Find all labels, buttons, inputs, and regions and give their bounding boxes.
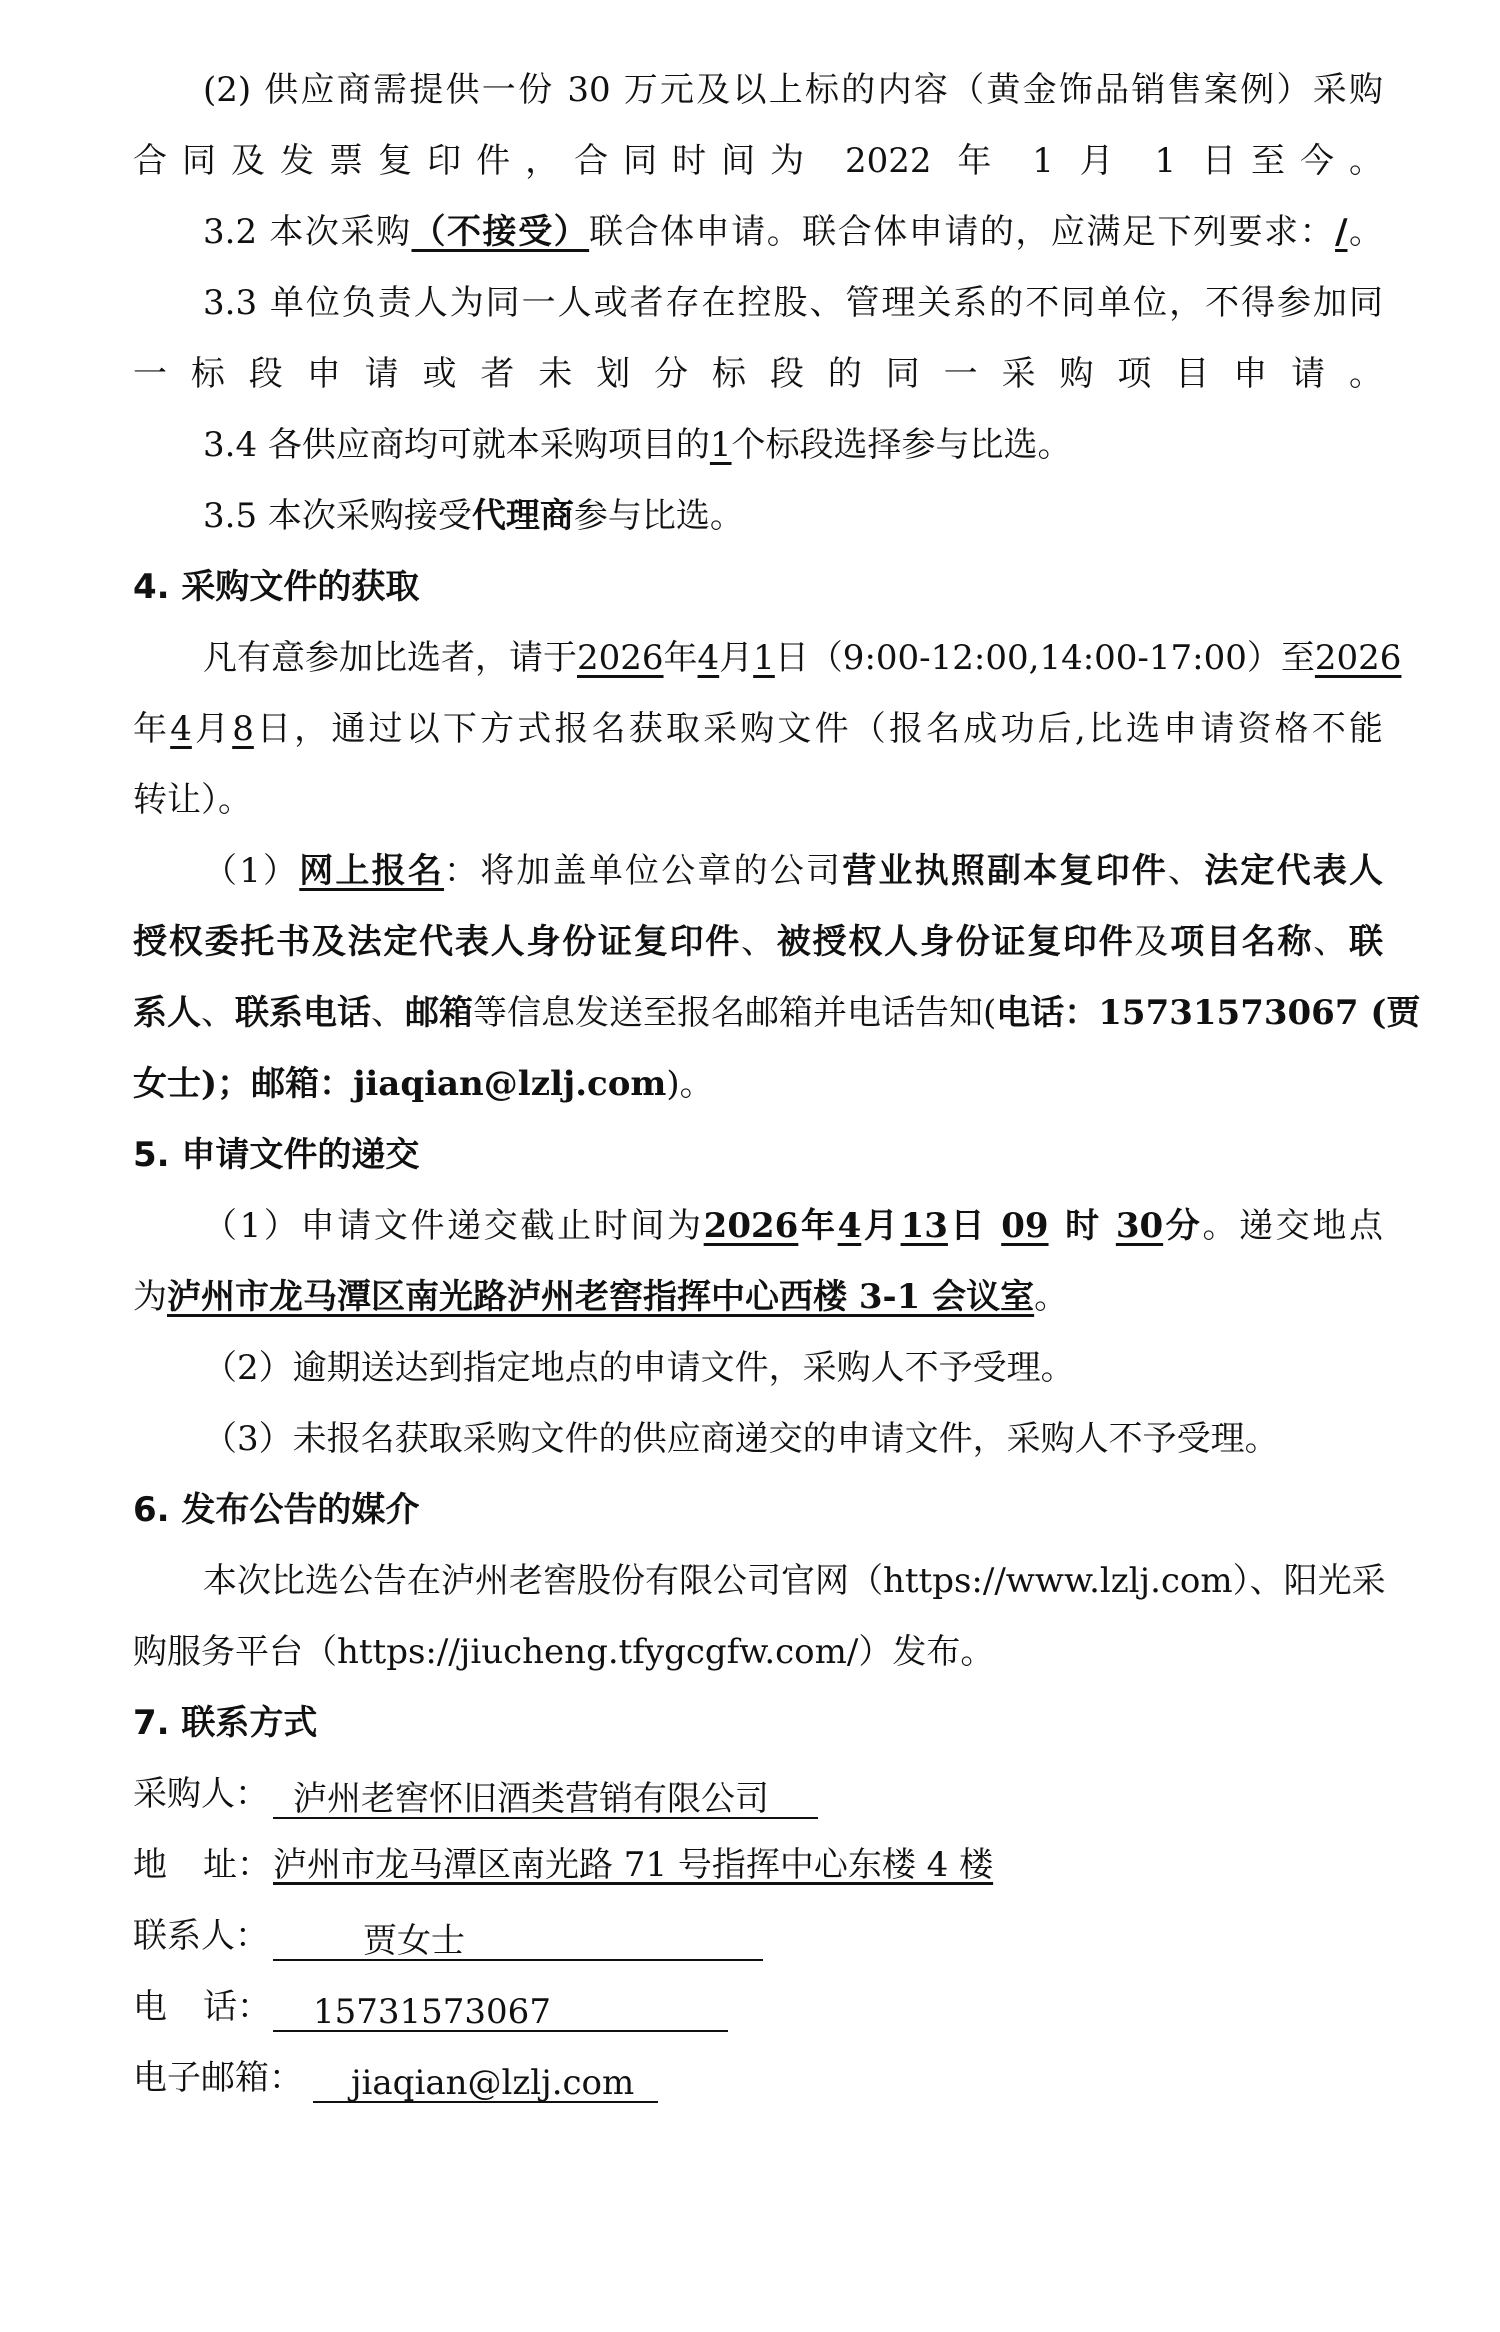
paragraph-obtain-period-end: 转让）。 [133, 780, 252, 820]
section-heading-7: 7. 联系方式 [133, 1703, 318, 1743]
contact-address: 地 址：泸州市龙马潭区南光路 71 号指挥中心东楼 4 楼 [133, 1845, 994, 1885]
paragraph-submission-deadline: （1）申请文件递交截止时间为2026年4月13日 09 时 30分。递交地点 [203, 1206, 1384, 1246]
paragraph-online-registration: （1）网上报名：将加盖单位公章的公司营业执照副本复印件、法定代表人 [203, 851, 1384, 891]
paragraph-unregistered: （3）未报名获取采购文件的供应商递交的申请文件，采购人不予受理。 [203, 1419, 1279, 1459]
paragraph-obtain-period-cont: 年4月8日，通过以下方式报名获取采购文件（报名成功后,比选申请资格不能 [133, 709, 1384, 749]
paragraph-supplier-case-cont: 合同及发票复印件，合同时间为 2022 年 1 月 1 日至今。 [133, 141, 1383, 181]
contact-email: 电子邮箱： jiaqian@lzlj.com [133, 2053, 1383, 2103]
paragraph-lot-selection: 3.4 各供应商均可就本采购项目的1个标段选择参与比选。 [203, 425, 1072, 465]
paragraph-same-responsible: 3.3 单位负责人为同一人或者存在控股、管理关系的不同单位，不得参加同 [203, 283, 1383, 323]
paragraph-obtain-period: 凡有意参加比选者，请于2026年4月1日（9:00-12:00,14:00-17:00）至2026 [203, 638, 1402, 678]
paragraph-late-submission: （2）逾期送达到指定地点的申请文件，采购人不予受理。 [203, 1348, 1075, 1388]
paragraph-media-cont: 购服务平台（https://jiucheng.tfygcgfw.com/）发布。 [133, 1632, 995, 1672]
section-heading-4: 4. 采购文件的获取 [133, 567, 420, 607]
paragraph-consortium: 3.2 本次采购（不接受）联合体申请。联合体申请的，应满足下列要求：/。 [203, 212, 1384, 252]
paragraph-submission-location: 为泸州市龙马潭区南光路泸州老窖指挥中心西楼 3-1 会议室。 [133, 1277, 1069, 1317]
contact-phone: 电 话： 15731573067 [133, 1982, 1383, 2032]
paragraph-online-registration-cont2: 系人、联系电话、邮箱等信息发送至报名邮箱并电话告知(电话：15731573067 (贾 [133, 993, 1421, 1033]
paragraph-online-registration-cont1: 授权委托书及法定代表人身份证复印件、被授权人身份证复印件及项目名称、联 [133, 922, 1384, 962]
section-heading-5: 5. 申请文件的递交 [133, 1135, 420, 1175]
section-heading-6: 6. 发布公告的媒介 [133, 1490, 420, 1530]
contact-person: 联系人： 贾女士 [133, 1911, 1383, 1961]
contact-purchaser: 采购人： 泸州老窖怀旧酒类营销有限公司 [133, 1769, 1383, 1819]
paragraph-same-responsible-cont: 一标段申请或者未划分标段的同一采购项目申请。 [133, 354, 1383, 394]
paragraph-agent: 3.5 本次采购接受代理商参与比选。 [203, 496, 744, 536]
paragraph-supplier-case: (2) 供应商需提供一份 30 万元及以上标的内容（黄金饰品销售案例）采购 [203, 70, 1383, 110]
paragraph-online-registration-end: 女士)；邮箱：jiaqian@lzlj.com)。 [133, 1064, 714, 1104]
paragraph-media: 本次比选公告在泸州老窖股份有限公司官网（https://www.lzlj.com）、阳光采 [203, 1561, 1386, 1601]
